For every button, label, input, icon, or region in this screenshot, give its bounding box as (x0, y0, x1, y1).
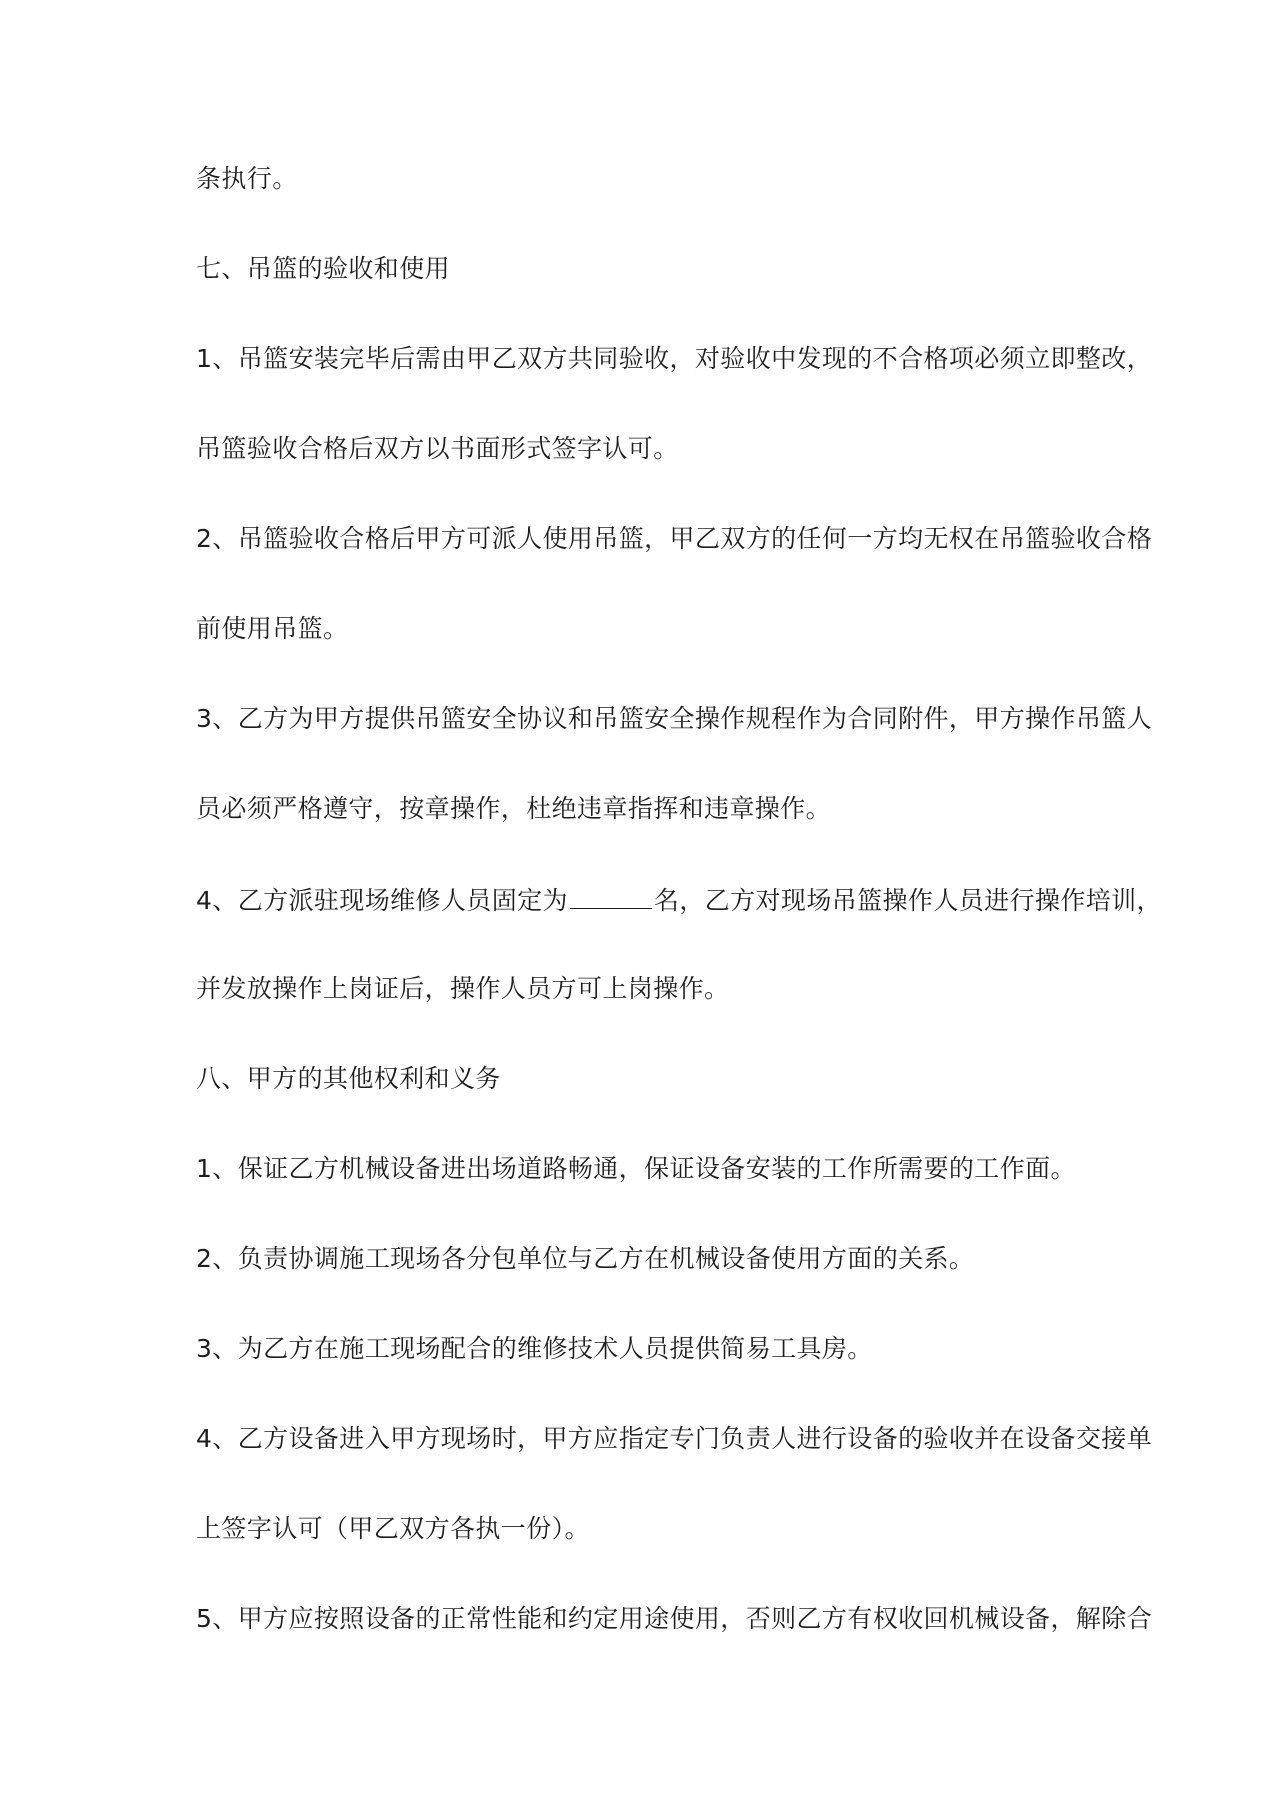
fill-in-suffix: 名，乙方对现场吊篮操作人员进行操作培训， (653, 886, 1162, 915)
text-line: 3、为乙方在施工现场配合的维修技术人员提供简易工具房。 (196, 1334, 873, 1363)
text-line: 上签字认可（甲乙双方各执一份）。 (196, 1514, 590, 1543)
text-line: 5、甲方应按照设备的正常性能和约定用途使用，否则乙方有权收回机械设备，解除合 (196, 1604, 1153, 1633)
text-line: 3、乙方为甲方提供吊篮安全协议和吊篮安全操作规程作为合同附件，甲方操作吊篮人 (196, 704, 1153, 733)
section-heading-8: 八、甲方的其他权利和义务 (196, 1064, 501, 1093)
text-line: 2、吊篮验收合格后甲方可派人使用吊篮，甲乙双方的任何一方均无权在吊篮验收合格 (196, 524, 1153, 553)
fill-in-blank[interactable] (570, 882, 652, 909)
fill-in-line (196, 882, 1162, 916)
text-line: 前使用吊篮。 (196, 614, 349, 643)
text-line: 4、乙方设备进入甲方现场时，甲方应指定专门负责人进行设备的验收并在设备交接单 (196, 1424, 1153, 1453)
text-line: 1、保证乙方机械设备进出场道路畅通，保证设备安装的工作所需要的工作面。 (196, 1154, 1076, 1183)
fill-in-prefix: 4、乙方派驻现场维修人员固定为 (196, 886, 568, 915)
section-heading-7: 七、吊篮的验收和使用 (196, 254, 451, 283)
text-line: 2、负责协调施工现场各分包单位与乙方在机械设备使用方面的关系。 (196, 1244, 975, 1273)
text-line: 1、吊篮安装完毕后需由甲乙双方共同验收，对验收中发现的不合格项必须立即整改， (196, 344, 1153, 373)
text-line: 吊篮验收合格后双方以书面形式签字认可。 (196, 434, 679, 463)
text-line: 条执行。 (196, 164, 298, 193)
text-line: 并发放操作上岗证后，操作人员方可上岗操作。 (196, 974, 730, 1003)
text-line: 员必须严格遵守，按章操作，杜绝违章指挥和违章操作。 (196, 794, 832, 823)
